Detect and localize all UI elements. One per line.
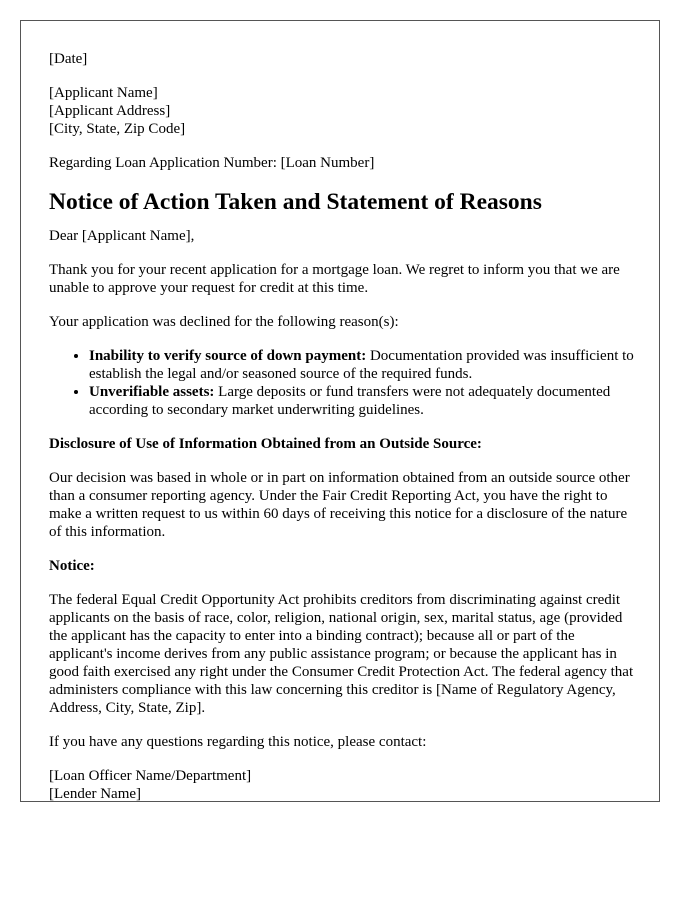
- contact-officer: [Loan Officer Name/Department]: [49, 768, 252, 784]
- letter-body: [49, 50, 639, 802]
- reason-item: [89, 383, 639, 419]
- salutation: Dear [Applicant Name],: [49, 228, 195, 244]
- reason-text: Large deposits or fund transfers were not adequately documented according to secondary market underwriting guidelines.: [89, 384, 611, 418]
- disclosure-paragraph: Our decision was based in whole or in part on information obtained from an outside source other than a consumer reporting agency. Under the Fair Credit Reporting Act, you have the right to make a written request to us within 60 days of receiving this notice for a disclosure of the nature of this information.: [49, 470, 630, 540]
- intro-paragraph: Thank you for your recent application for a mortgage loan. We regret to inform you that we are unable to approve your request for credit at this time.: [49, 262, 620, 296]
- applicant-address: [Applicant Address]: [49, 103, 171, 119]
- reason-label: Inability to verify source of down payment:: [89, 348, 367, 364]
- reason-text: Documentation provided was insufficient to establish the legal and/or seasoned source of the required funds.: [89, 348, 634, 382]
- notice-paragraph: The federal Equal Credit Opportunity Act prohibits creditors from discriminating against credit applicants on the basis of race, color, religion, national origin, sex, marital status, age (provided the applicant has the capacity to enter into a binding contract); because all or part of the applicant's income derives from any public assistance program; or because the applicant has in good faith exercised any right under the Consumer Credit Protection Act. The federal agency that administers compliance with this law concerning this creditor is [Name of Regulatory Agency, Address, City, State, Zip].: [49, 592, 634, 716]
- date-line: [Date]: [49, 51, 88, 67]
- reason-item: [89, 347, 639, 383]
- contact-lender: [Lender Name]: [49, 786, 142, 802]
- applicant-name: [Applicant Name]: [49, 85, 158, 101]
- contact-block: [49, 767, 639, 802]
- applicant-city-state-zip: [City, State, Zip Code]: [49, 121, 186, 137]
- questions-paragraph: If you have any questions regarding this notice, please contact:: [49, 734, 427, 750]
- notice-heading: Notice:: [49, 558, 95, 574]
- reasons-intro: Your application was declined for the following reason(s):: [49, 314, 399, 330]
- applicant-address-block: [49, 84, 639, 138]
- letter-page: [20, 20, 660, 802]
- letter-title: Notice of Action Taken and Statement of Reasons: [49, 189, 542, 215]
- reason-label: Unverifiable assets:: [89, 384, 215, 400]
- regarding-line: Regarding Loan Application Number: [Loan Number]: [49, 155, 375, 171]
- disclosure-heading: Disclosure of Use of Information Obtained from an Outside Source:: [49, 436, 482, 452]
- reasons-list: [49, 347, 639, 419]
